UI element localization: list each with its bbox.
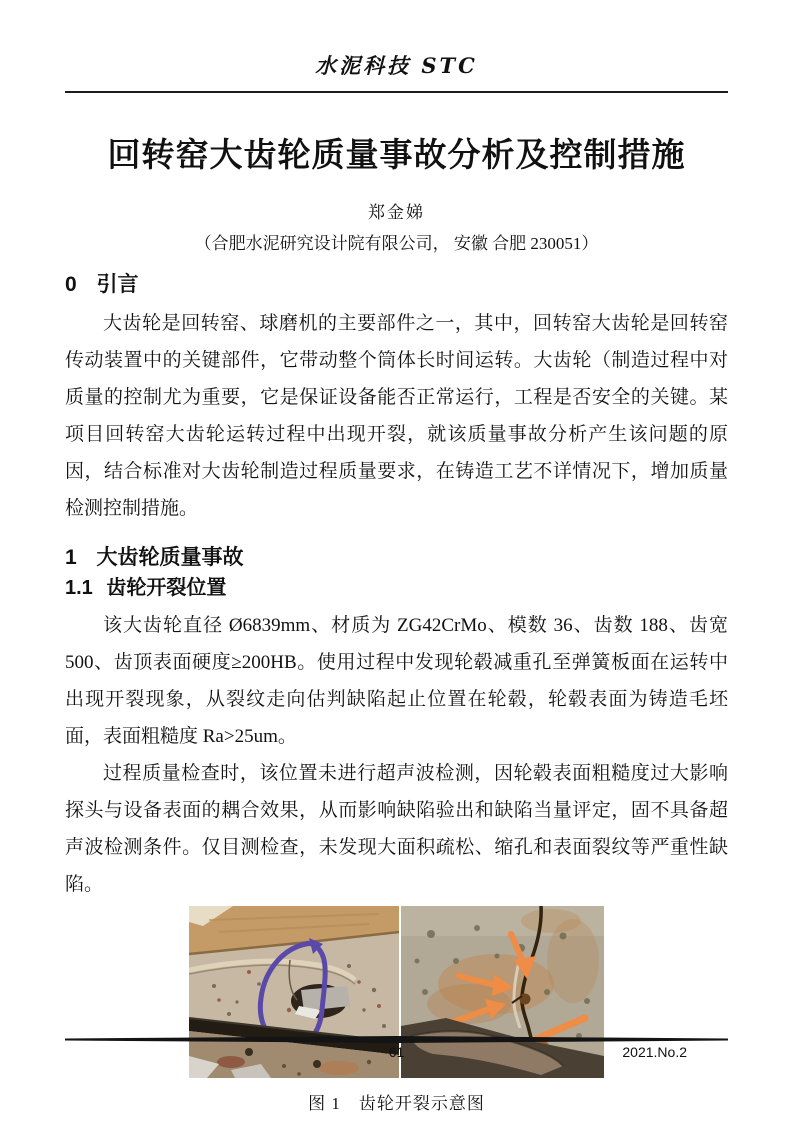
author-name: 郑金娣 (368, 203, 425, 222)
section-heading-intro (65, 272, 728, 298)
figure-1 (65, 906, 728, 1114)
section-title: 齿轮开裂位置 (106, 577, 227, 599)
article-title: 回转窑大齿轮质量事故分析及控制措施 (107, 136, 686, 173)
section-number: 1.1 (65, 577, 93, 599)
section-number: 1 (65, 546, 77, 569)
section-title: 引言 (96, 273, 139, 296)
issue-number: 2021.No.2 (622, 1044, 687, 1060)
figure-caption: 图 1 齿轮开裂示意图 (308, 1094, 485, 1113)
section-number: 0 (65, 273, 77, 296)
header-rule (65, 91, 728, 93)
paragraph-crack-location: 该大齿轮直径 Ø6839mm、材质为 ZG42CrMo、模数 36、齿数 188、齿宽 500、齿顶表面硬度≥200HB。使用过程中发现轮毂减重孔至弹簧板面在运转中出现开裂现象，从裂纹走向估判缺陷起止位置在轮毂，轮毂表面为铸造毛坯面，表面粗糙度 Ra>25um。 (65, 615, 728, 747)
page-number: 61 (388, 1044, 405, 1060)
journal-name: 水泥科技 STC (315, 53, 478, 78)
paragraph-inspection: 过程质量检查时，该位置未进行超声波检测，因轮毂表面粗糙度过大影响探头与设备表面的耦合效果，从而影响缺陷验出和缺陷当量评定，固不具备超声波检测条件。仅目测检查，未发现大面积疏松、缩孔和表面裂纹等严重性缺陷。 (65, 763, 728, 895)
section-heading-1-1 (65, 576, 728, 600)
paragraph-intro: 大齿轮是回转窑、球磨机的主要部件之一，其中，回转窑大齿轮是回转窑传动装置中的关键部件，它带动整个筒体长时间运转。大齿轮（制造过程中对质量的控制尤为重要，它是保证设备能否正常运行，工程是否安全的关键。某项目回转窑大齿轮运转过程中出现开裂，就该质量事故分析产生该问题的原因，结合标准对大齿轮制造过程质量要求，在铸造工艺不详情况下，增加质量检测控制措施。 (65, 313, 728, 519)
section-heading-1 (65, 545, 728, 571)
section-title: 大齿轮质量事故 (96, 546, 244, 569)
author-affiliation: （合肥水泥研究设计院有限公司， 安徽 合肥 230051） (194, 234, 599, 253)
footer-rule (65, 1036, 728, 1043)
journal-header (65, 50, 728, 93)
